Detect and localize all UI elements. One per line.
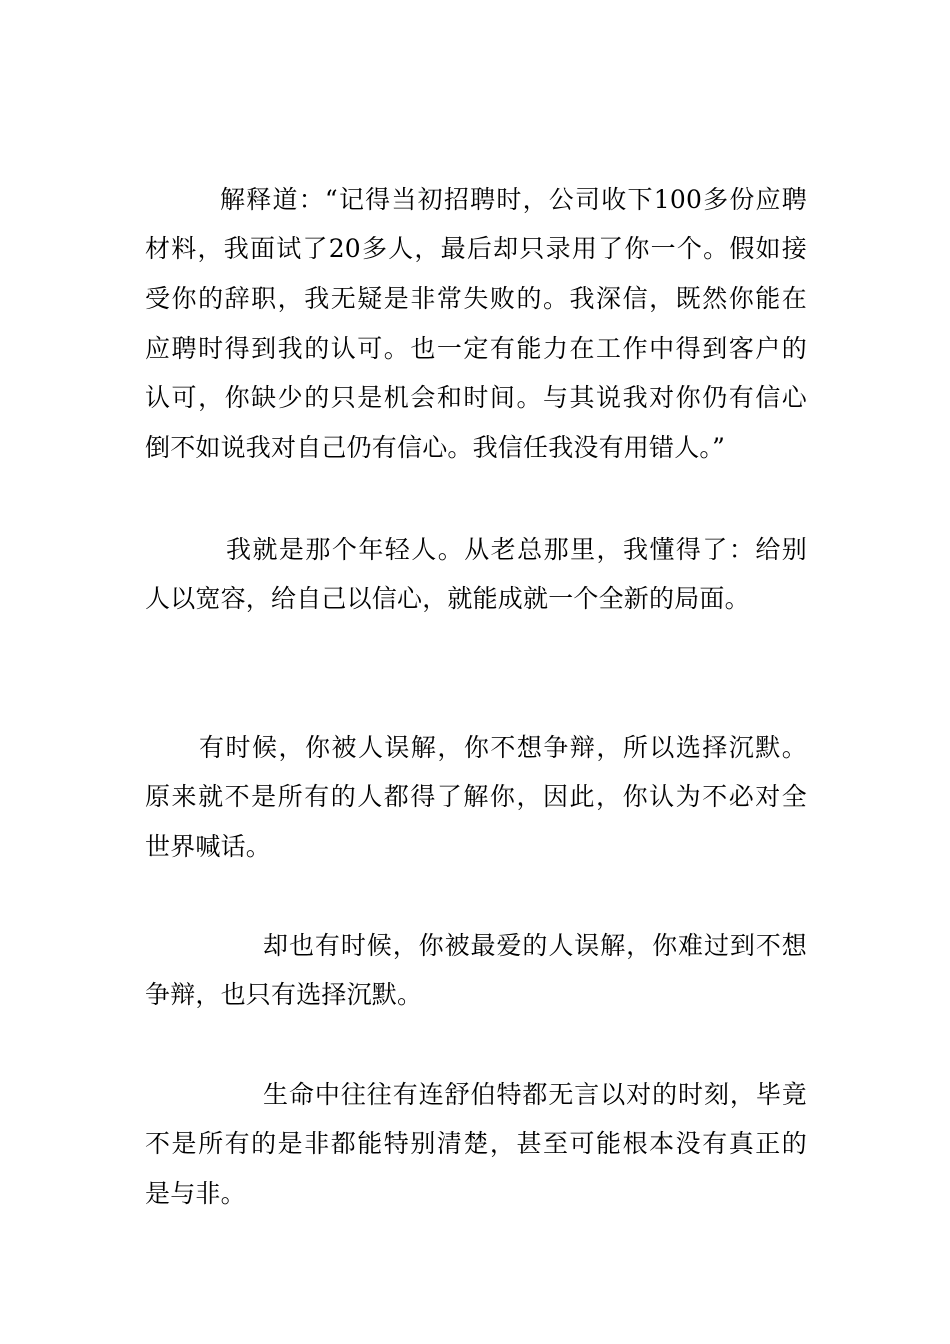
paragraph-line: 有时候，你被人误解，你不想争辩，所以选择沉默。 [199, 733, 807, 762]
paragraph-line: 是与非。 [145, 1179, 246, 1208]
paragraph-line: 人以宽容，给自己以信心，就能成就一个全新的局面。 [145, 584, 750, 613]
paragraph-line: 争辩，也只有选择沉默。 [145, 980, 423, 1009]
paragraph-line: 生命中往往有连舒伯特都无言以对的时刻，毕竟 [263, 1080, 807, 1109]
paragraph-line: 原来就不是所有的人都得了解你，因此，你认为不必对全 [145, 782, 807, 811]
paragraph-line: 世界喊话。 [145, 832, 272, 861]
paragraph-line: 解释道：“记得当初招聘时，公司收下100多份应聘 [220, 185, 807, 214]
paragraph-line: 认可，你缺少的只是机会和时间。与其说我对你仍有信心 [145, 383, 807, 412]
paragraph-line: 受你的辞职，我无疑是非常失败的。我深信，既然你能在 [145, 284, 807, 313]
paragraph-line: 倒不如说我对自己仍有信心。我信任我没有用错人。” [145, 433, 726, 462]
paragraph-line: 不是所有的是非都能特别清楚，甚至可能根本没有真正的 [145, 1129, 807, 1158]
paragraph-line: 应聘时得到我的认可。也一定有能力在工作中得到客户的 [145, 334, 807, 363]
paragraph-line: 材料，我面试了20多人，最后却只录用了你一个。假如接 [145, 234, 807, 263]
paragraph-line: 却也有时候，你被最爱的人误解，你难过到不想 [263, 931, 807, 960]
paragraph-line: 我就是那个年轻人。从老总那里，我懂得了：给别 [226, 535, 807, 564]
